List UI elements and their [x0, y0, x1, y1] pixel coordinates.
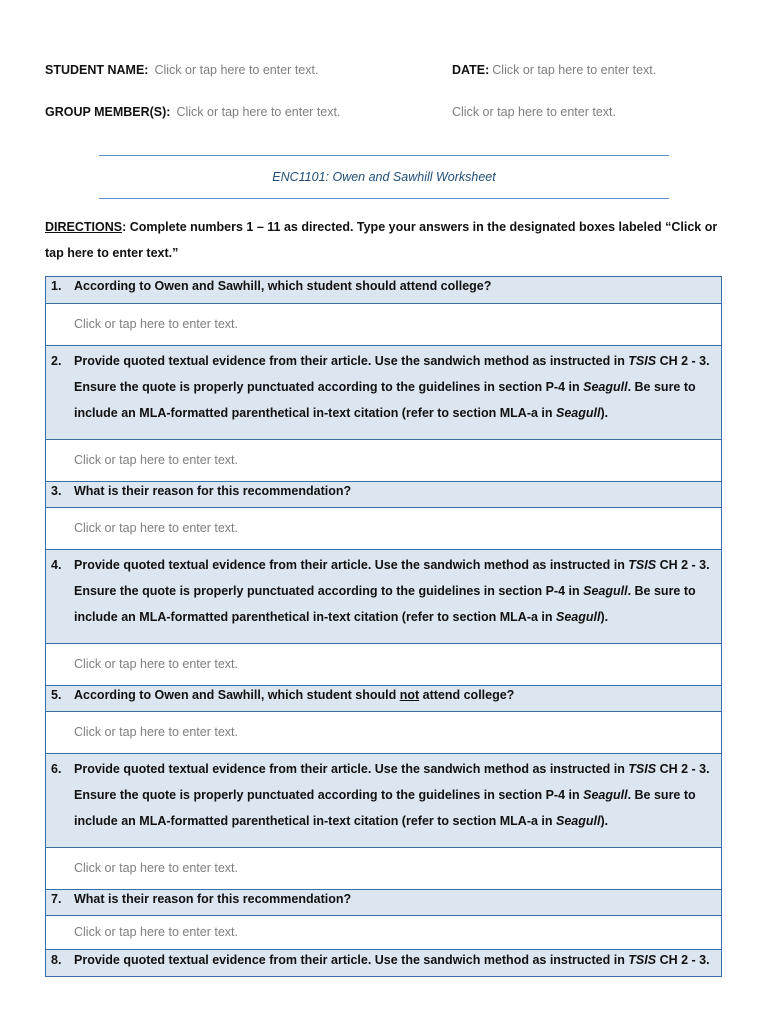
evidence-source-tsis: TSIS [628, 558, 657, 572]
question-text [74, 756, 713, 834]
evidence-source-seagull: Seagull [556, 406, 601, 420]
evidence-text: . Be sure to include an MLA-formatted parenthetical in-text citation (refer to section MLA-a in [74, 380, 696, 420]
question-emphasis: not [399, 688, 420, 702]
directions-label: DIRECTIONS [45, 220, 123, 234]
answer-field-6[interactable]: Click or tap here to enter text. [74, 861, 238, 875]
question-text-part: CH 2 - 3. [656, 953, 710, 967]
question-row-3 [46, 482, 722, 508]
question-text-part: According to Owen and Sawhill, which student should [74, 688, 400, 702]
group-members-row [45, 105, 340, 119]
question-number: 5. [51, 688, 62, 702]
question-row-1 [46, 277, 722, 304]
answer-row-5 [46, 712, 722, 754]
questions-table [45, 276, 722, 977]
evidence-source-seagull: Seagull [556, 814, 601, 828]
evidence-source-seagull: Seagull [556, 610, 601, 624]
date-label: DATE: [452, 63, 490, 77]
evidence-source-tsis: TSIS [628, 762, 657, 776]
evidence-source-tsis: TSIS [628, 953, 657, 967]
question-number: 1. [51, 279, 62, 293]
student-name-label: STUDENT NAME: [45, 63, 149, 77]
title-rule-bottom [99, 198, 669, 199]
question-number: 6. [51, 762, 62, 776]
answer-row-6 [46, 848, 722, 890]
question-number: 3. [51, 484, 62, 498]
group-members-row-2 [452, 105, 616, 119]
student-name-row [45, 63, 318, 77]
answer-row-7 [46, 916, 722, 950]
question-text-part: Provide quoted textual evidence from their article. Use the sandwich method as instructed in [74, 953, 629, 967]
question-number: 2. [51, 354, 62, 368]
evidence-text: ). [600, 814, 609, 828]
evidence-text: ). [600, 406, 609, 420]
question-row-4 [46, 550, 722, 644]
evidence-source-seagull: Seagull [583, 380, 628, 394]
answer-field-1[interactable]: Click or tap here to enter text. [74, 317, 238, 331]
evidence-text: Provide quoted textual evidence from their article. Use the sandwich method as instructed in [74, 762, 629, 776]
document-title: ENC1101: Owen and Sawhill Worksheet [272, 170, 496, 184]
question-row-8 [46, 950, 722, 977]
question-number: 8. [51, 953, 62, 967]
evidence-text: CH 2 - 3. Ensure the quote is properly punctuated according to the guidelines in section P-4 in [74, 762, 710, 802]
group-members-field[interactable]: Click or tap here to enter text. [176, 105, 341, 119]
question-row-6 [46, 754, 722, 848]
question-row-7 [46, 890, 722, 916]
group-members-label: GROUP MEMBER(S): [45, 105, 171, 119]
evidence-text: CH 2 - 3. Ensure the quote is properly punctuated according to the guidelines in section P-4 in [74, 354, 710, 394]
question-text-part: attend college? [419, 688, 515, 702]
answer-field-2[interactable]: Click or tap here to enter text. [74, 453, 238, 467]
evidence-source-tsis: TSIS [628, 354, 657, 368]
evidence-text: Provide quoted textual evidence from their article. Use the sandwich method as instructed in [74, 354, 629, 368]
question-text [74, 348, 713, 426]
evidence-text: . Be sure to include an MLA-formatted parenthetical in-text citation (refer to section MLA-a in [74, 788, 696, 828]
evidence-text: . Be sure to include an MLA-formatted parenthetical in-text citation (refer to section MLA-a in [74, 584, 696, 624]
group-members-field-2[interactable]: Click or tap here to enter text. [452, 105, 616, 119]
directions-text: : Complete numbers 1 – 11 as directed. Type your answers in the designated boxes labeled “Click or tap here to enter text.” [45, 220, 718, 260]
question-number: 4. [51, 558, 62, 572]
evidence-source-seagull: Seagull [583, 584, 628, 598]
date-field[interactable]: Click or tap here to enter text. [492, 63, 657, 77]
directions [45, 214, 725, 266]
question-row-2 [46, 346, 722, 440]
question-text [74, 552, 713, 630]
question-text: What is their reason for this recommendation? [74, 892, 352, 906]
answer-field-3[interactable]: Click or tap here to enter text. [74, 521, 238, 535]
answer-field-7[interactable]: Click or tap here to enter text. [74, 925, 238, 939]
question-row-5 [46, 686, 722, 712]
answer-row-1 [46, 304, 722, 346]
title-rule-top [99, 155, 669, 156]
answer-row-4 [46, 644, 722, 686]
evidence-text: CH 2 - 3. Ensure the quote is properly punctuated according to the guidelines in section P-4 in [74, 558, 710, 598]
answer-row-2 [46, 440, 722, 482]
evidence-source-seagull: Seagull [583, 788, 628, 802]
question-text [74, 953, 713, 967]
evidence-text: Provide quoted textual evidence from their article. Use the sandwich method as instructed in [74, 558, 629, 572]
answer-row-3 [46, 508, 722, 550]
question-text: According to Owen and Sawhill, which student should attend college? [74, 279, 492, 293]
question-text: What is their reason for this recommendation? [74, 484, 352, 498]
question-number: 7. [51, 892, 62, 906]
student-name-field[interactable]: Click or tap here to enter text. [154, 63, 319, 77]
evidence-text: ). [600, 610, 609, 624]
question-text [74, 688, 713, 702]
answer-field-5[interactable]: Click or tap here to enter text. [74, 725, 238, 739]
answer-field-4[interactable]: Click or tap here to enter text. [74, 657, 238, 671]
date-row [452, 63, 656, 77]
